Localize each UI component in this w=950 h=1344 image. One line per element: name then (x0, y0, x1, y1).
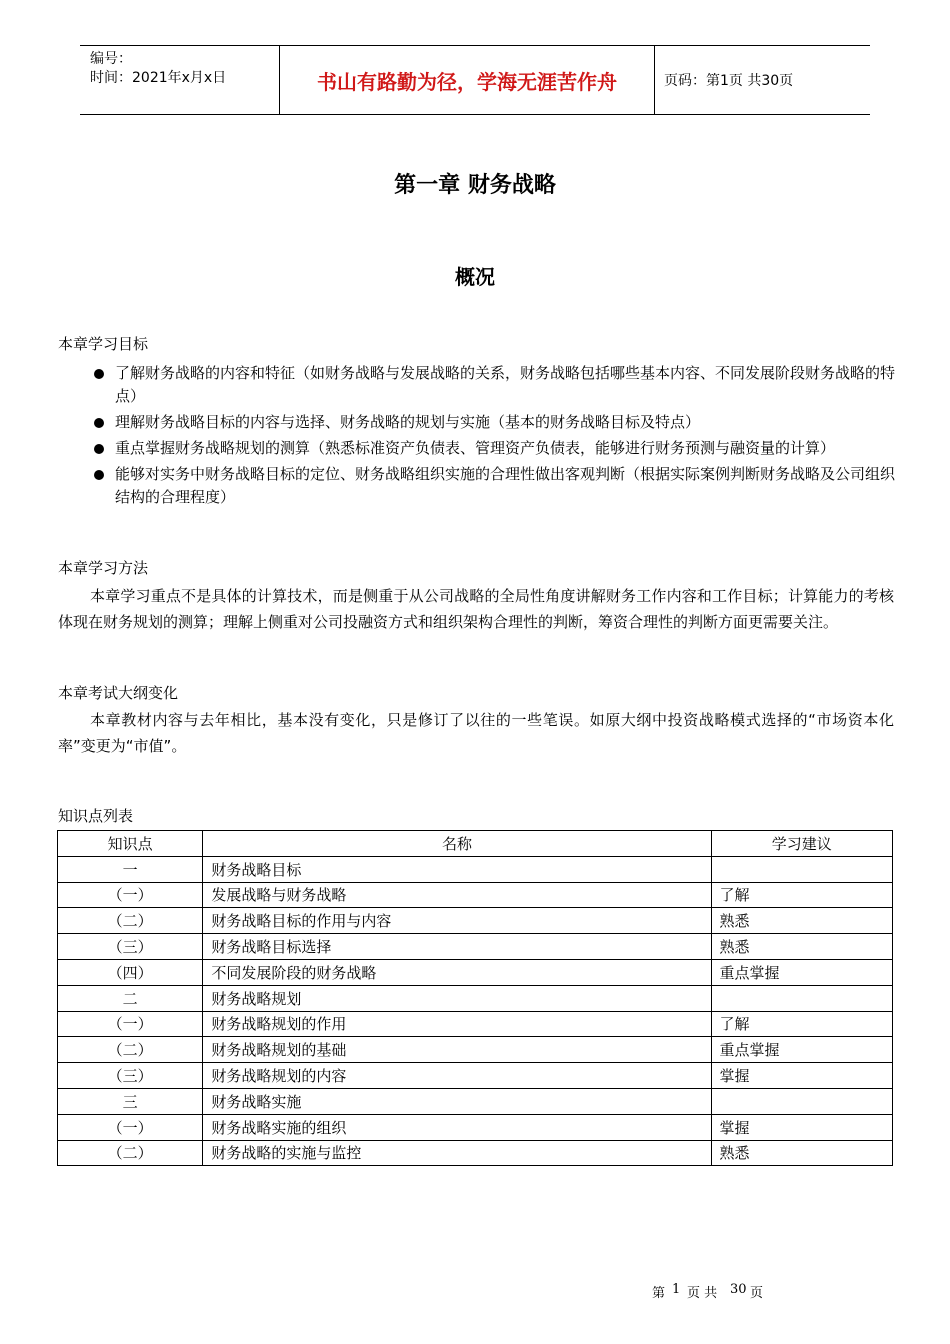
overview-title: 概况 (455, 265, 495, 289)
list-item: 理解财务战略目标的内容与选择、财务战略的规划与实施（基本的财务战略目标及特点） (58, 411, 898, 434)
footer-total-pages: 30 (730, 1282, 747, 1297)
column-header: 名称 (203, 831, 711, 857)
table-caption: 知识点列表 (58, 807, 134, 825)
table-row: 三 财务战略实施 (58, 1088, 893, 1114)
table-row: （一） 财务战略实施的组织 掌握 (58, 1114, 893, 1140)
header-page-info: 页码：第1页 共30页 (664, 73, 794, 89)
column-header: 学习建议 (711, 831, 892, 857)
footer-page-number: 1 (672, 1282, 681, 1297)
table-row: （一） 财务战略规划的作用 了解 (58, 1011, 893, 1037)
goals-list (58, 362, 898, 512)
table-row: （四） 不同发展阶段的财务战略 重点掌握 (58, 959, 893, 985)
table-row: 一 财务战略目标 (58, 856, 893, 882)
outline-heading: 本章考试大纲变化 (58, 684, 179, 702)
knowledge-point-table (57, 830, 893, 1166)
bullet-icon (94, 369, 104, 379)
table-row: （一） 发展战略与财务战略 了解 (58, 882, 893, 908)
header-motto: 书山有路勤为径，学海无涯苦作舟 (280, 46, 655, 114)
list-item: 了解财务战略的内容和特征（如财务战略与发展战略的关系，财务战略包括哪些基本内容、不同发展阶段财务战略的特点） (58, 362, 898, 408)
outline-text: 本章教材内容与去年相比，基本没有变化，只是修订了以往的一些笔误。如原大纲中投资战略模式选择的“市场资本化率”变更为“市值”。 (58, 711, 894, 755)
footer-page-prefix: 第 (652, 1286, 666, 1301)
bullet-icon (94, 444, 104, 454)
table-row: 二 财务战略规划 (58, 985, 893, 1011)
method-heading: 本章学习方法 (58, 559, 149, 577)
header-time-label: 时间：2021年x月x日 (90, 70, 227, 86)
bullet-icon (94, 418, 104, 428)
goals-heading: 本章学习目标 (58, 335, 149, 353)
column-header: 知识点 (58, 831, 203, 857)
chapter-title: 第一章 财务战略 (394, 173, 556, 198)
table-row: （二） 财务战略目标的作用与内容 熟悉 (58, 908, 893, 934)
header-meta (80, 46, 280, 114)
table-header-row (58, 831, 893, 857)
table-row: （三） 财务战略规划的内容 掌握 (58, 1063, 893, 1089)
method-text: 本章学习重点不是具体的计算技术，而是侧重于从公司战略的全局性角度讲解财务工作内容和工作目标；计算能力的考核体现在财务规划的测算；理解上侧重对公司投融资方式和组织架构合理性的判断，筹资合理性的判断方面更需要关注。 (58, 587, 894, 631)
bullet-icon (94, 470, 104, 480)
document-header (80, 45, 870, 115)
footer-page-suffix: 页 (750, 1286, 764, 1301)
footer-page-mid: 页 共 (687, 1286, 718, 1301)
table-row: （二） 财务战略的实施与监控 熟悉 (58, 1140, 893, 1166)
list-item: 能够对实务中财务战略目标的定位、财务战略组织实施的合理性做出客观判断（根据实际案例判断财务战略及公司组织结构的合理程度） (58, 463, 898, 509)
table-row: （二） 财务战略规划的基础 重点掌握 (58, 1037, 893, 1063)
header-number-label: 编号： (90, 51, 132, 67)
table-row: （三） 财务战略目标选择 熟悉 (58, 934, 893, 960)
list-item: 重点掌握财务战略规划的测算（熟悉标准资产负债表、管理资产负债表，能够进行财务预测与融资量的计算） (58, 437, 898, 460)
